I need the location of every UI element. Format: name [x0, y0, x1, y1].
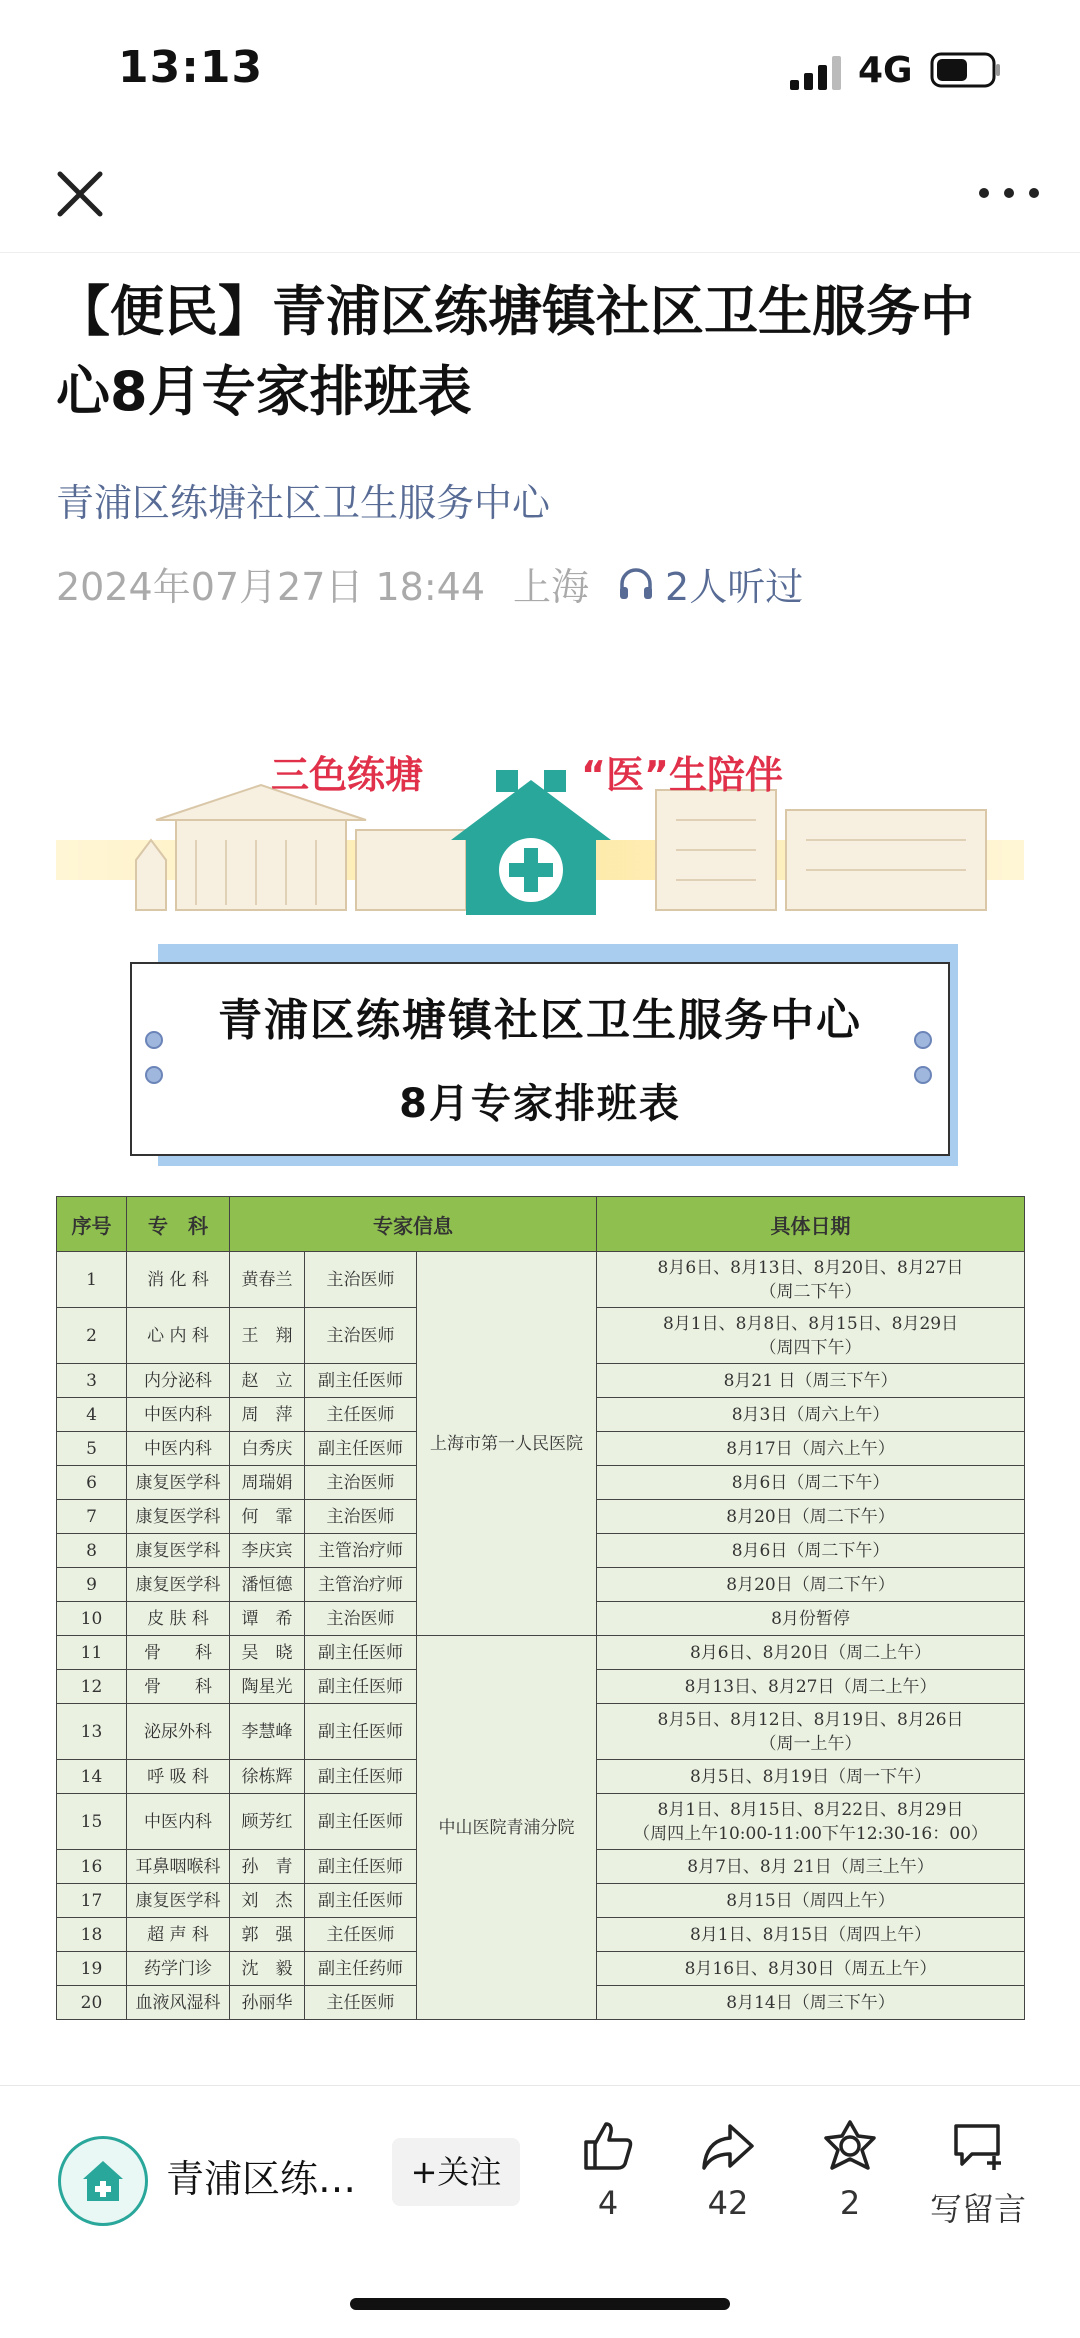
date-line: 8月20日（周二下午） — [726, 1506, 895, 1527]
article-meta — [56, 556, 803, 611]
cell-title: 主任医师 — [305, 1986, 417, 2020]
cell-dept: 中医内科 — [127, 1432, 230, 1466]
cell-name: 何 霏 — [230, 1500, 305, 1534]
close-icon[interactable] — [50, 164, 110, 224]
cell-name: 郭 强 — [230, 1918, 305, 1952]
cell-date — [597, 1466, 1025, 1500]
header-expert: 专家信息 — [230, 1197, 597, 1252]
cell-no: 11 — [57, 1636, 127, 1670]
cell-title: 副主任医师 — [305, 1636, 417, 1670]
cell-no: 10 — [57, 1602, 127, 1636]
cell-title: 副主任医师 — [305, 1704, 417, 1760]
cell-name: 李庆宾 — [230, 1534, 305, 1568]
schedule-title-line2: 8月专家排班表 — [399, 1081, 681, 1127]
cell-title: 副主任医师 — [305, 1670, 417, 1704]
account-name-link[interactable]: 青浦区练塘社区卫生服务中心 — [56, 481, 551, 525]
date-line: 8月1日、8月8日、8月15日、8月29日 — [662, 1313, 959, 1334]
date-line: 8月17日（周六上午） — [726, 1438, 895, 1459]
cell-name: 黄春兰 — [230, 1252, 305, 1308]
banner-image — [56, 740, 1024, 930]
date-line: 8月6日（周二下午） — [731, 1540, 890, 1561]
cell-name: 潘恒德 — [230, 1568, 305, 1602]
listen-button[interactable] — [617, 556, 803, 611]
cell-no: 5 — [57, 1432, 127, 1466]
cell-no: 15 — [57, 1794, 127, 1850]
cell-date — [597, 1432, 1025, 1466]
cell-dept: 康复医学科 — [127, 1500, 230, 1534]
schedule-title-line1: 青浦区练塘镇社区卫生服务中心 — [218, 995, 862, 1046]
cell-date — [597, 1602, 1025, 1636]
thumbs-up-icon — [580, 2118, 636, 2174]
date-line: 8月6日、8月13日、8月20日、8月27日 — [657, 1257, 964, 1278]
cell-date — [597, 1500, 1025, 1534]
date-line: 8月7日、8月 21日（周三上午） — [687, 1856, 934, 1877]
publish-location: 上海 — [513, 565, 590, 609]
status-time: 13:13 — [118, 42, 264, 93]
home-indicator — [350, 2298, 730, 2310]
star-icon — [822, 2118, 878, 2174]
cell-no: 4 — [57, 1398, 127, 1432]
cell-no: 14 — [57, 1760, 127, 1794]
decor-dot — [914, 1031, 932, 1049]
date-line: 8月份暂停 — [771, 1608, 850, 1629]
cell-title: 主治医师 — [305, 1308, 417, 1364]
comment-icon — [950, 2118, 1006, 2174]
cell-no: 19 — [57, 1952, 127, 1986]
cell-name: 刘 杰 — [230, 1884, 305, 1918]
cell-no: 13 — [57, 1704, 127, 1760]
date-line: （周四下午） — [759, 1337, 862, 1358]
cell-title: 主治医师 — [305, 1252, 417, 1308]
cell-no: 6 — [57, 1466, 127, 1500]
header-no: 序号 — [57, 1197, 127, 1252]
cell-date — [597, 1760, 1025, 1794]
cell-name: 李慧峰 — [230, 1704, 305, 1760]
date-line: 8月5日、8月19日（周一下午） — [689, 1766, 932, 1787]
cell-dept: 康复医学科 — [127, 1466, 230, 1500]
cell-date — [597, 1704, 1025, 1760]
cell-dept: 康复医学科 — [127, 1568, 230, 1602]
cell-dept: 骨 科 — [127, 1636, 230, 1670]
date-line: 8月16日、8月30日（周五上午） — [684, 1958, 937, 1979]
cell-name: 徐栋辉 — [230, 1760, 305, 1794]
cell-title: 主管治疗师 — [305, 1568, 417, 1602]
like-button[interactable] — [558, 2118, 658, 2222]
cell-dept: 消 化 科 — [127, 1252, 230, 1308]
cell-hospital: 上海市第一人民医院 — [417, 1252, 597, 1636]
comment-button[interactable] — [918, 2118, 1038, 2230]
cell-no: 16 — [57, 1850, 127, 1884]
headphones-icon — [617, 565, 655, 603]
date-line: 8月20日（周二下午） — [726, 1574, 895, 1595]
cell-dept: 康复医学科 — [127, 1884, 230, 1918]
cell-date — [597, 1670, 1025, 1704]
article-title: 【便民】青浦区练塘镇社区卫生服务中心8月专家排班表 — [56, 280, 974, 423]
date-line: 8月6日、8月20日（周二上午） — [689, 1642, 932, 1663]
more-icon[interactable] — [976, 178, 1042, 208]
date-line: 8月13日、8月27日（周二上午） — [684, 1676, 937, 1697]
cell-title: 副主任医师 — [305, 1884, 417, 1918]
table-row — [57, 1252, 1025, 1308]
date-line: 8月6日（周二下午） — [731, 1472, 890, 1493]
cell-no: 17 — [57, 1884, 127, 1918]
cell-no: 12 — [57, 1670, 127, 1704]
favorite-count: 2 — [839, 2184, 861, 2222]
cell-date — [597, 1568, 1025, 1602]
cell-dept: 中医内科 — [127, 1398, 230, 1432]
cell-date — [597, 1794, 1025, 1850]
cell-no: 8 — [57, 1534, 127, 1568]
cell-name: 陶星光 — [230, 1670, 305, 1704]
comment-label: 写留言 — [929, 2190, 1026, 2228]
cell-title: 主管治疗师 — [305, 1534, 417, 1568]
account-avatar[interactable] — [58, 2136, 148, 2226]
cell-dept: 骨 科 — [127, 1670, 230, 1704]
cell-date — [597, 1884, 1025, 1918]
cell-dept: 血液风湿科 — [127, 1986, 230, 2020]
cell-name: 孙 青 — [230, 1850, 305, 1884]
cell-title: 主治医师 — [305, 1500, 417, 1534]
cell-no: 1 — [57, 1252, 127, 1308]
decor-dot — [145, 1066, 163, 1084]
cell-title: 主任医师 — [305, 1918, 417, 1952]
cell-no: 18 — [57, 1918, 127, 1952]
cell-title: 主治医师 — [305, 1602, 417, 1636]
cell-name: 沈 毅 — [230, 1952, 305, 1986]
follow-button[interactable]: +关注 — [392, 2138, 520, 2206]
cell-date — [597, 1364, 1025, 1398]
date-line: （周一上午） — [759, 1733, 862, 1754]
cell-date — [597, 1918, 1025, 1952]
cell-dept: 中医内科 — [127, 1794, 230, 1850]
listen-count: 2人听过 — [665, 565, 804, 609]
cell-name: 吴 晓 — [230, 1636, 305, 1670]
cell-name: 王 翔 — [230, 1308, 305, 1364]
cell-date — [597, 1252, 1025, 1308]
cell-title: 副主任药师 — [305, 1952, 417, 1986]
banner-left-slogan: 三色练塘 — [271, 753, 424, 797]
cell-title: 副主任医师 — [305, 1760, 417, 1794]
cell-title: 主任医师 — [305, 1398, 417, 1432]
date-line: 8月3日（周六上午） — [731, 1404, 890, 1425]
cell-name: 谭 希 — [230, 1602, 305, 1636]
date-line: 8月14日（周三下午） — [726, 1992, 895, 2013]
cell-dept: 心 内 科 — [127, 1308, 230, 1364]
cell-dept: 泌尿外科 — [127, 1704, 230, 1760]
nav-bar — [0, 140, 1080, 253]
cell-title: 副主任医师 — [305, 1794, 417, 1850]
header-dept: 专 科 — [127, 1197, 230, 1252]
cell-dept: 皮 肤 科 — [127, 1602, 230, 1636]
favorite-button[interactable] — [800, 2118, 900, 2222]
cell-dept: 内分泌科 — [127, 1364, 230, 1398]
date-line: 8月1日、8月15日、8月22日、8月29日 — [657, 1799, 964, 1820]
cell-date — [597, 1398, 1025, 1432]
decor-dot — [914, 1066, 932, 1084]
share-count: 42 — [707, 2184, 749, 2222]
cell-dept: 超 声 科 — [127, 1918, 230, 1952]
cell-date — [597, 1636, 1025, 1670]
cell-name: 白秀庆 — [230, 1432, 305, 1466]
cell-dept: 药学门诊 — [127, 1952, 230, 1986]
signal-icon — [790, 56, 842, 90]
like-count: 4 — [597, 2184, 619, 2222]
date-line: （周二下午） — [759, 1281, 862, 1302]
date-line: 8月5日、8月12日、8月19日、8月26日 — [657, 1709, 964, 1730]
schedule-title-card — [130, 962, 950, 1156]
cell-no: 3 — [57, 1364, 127, 1398]
cell-hospital: 中山医院青浦分院 — [417, 1636, 597, 2020]
network-type: 4G — [858, 50, 913, 91]
cell-name: 赵 立 — [230, 1364, 305, 1398]
cell-no: 2 — [57, 1308, 127, 1364]
battery-icon — [930, 52, 1002, 88]
table-row — [57, 1636, 1025, 1670]
cell-date — [597, 1534, 1025, 1568]
cell-title: 副主任医师 — [305, 1364, 417, 1398]
schedule-table — [56, 1196, 1025, 2020]
cell-no: 7 — [57, 1500, 127, 1534]
date-line: 8月21 日（周三下午） — [723, 1370, 898, 1391]
cell-name: 孙丽华 — [230, 1986, 305, 2020]
cell-name: 周 萍 — [230, 1398, 305, 1432]
table-header-row — [57, 1197, 1025, 1252]
share-arrow-icon — [700, 2118, 756, 2174]
cell-dept: 呼 吸 科 — [127, 1760, 230, 1794]
cell-no: 20 — [57, 1986, 127, 2020]
schedule-body — [57, 1252, 1025, 2020]
header-date: 具体日期 — [597, 1197, 1025, 1252]
publish-date: 2024年07月27日 18:44 — [56, 565, 486, 609]
cell-title: 主治医师 — [305, 1466, 417, 1500]
cell-title: 副主任医师 — [305, 1432, 417, 1466]
cell-title: 副主任医师 — [305, 1850, 417, 1884]
clinic-logo-icon — [61, 2139, 145, 2223]
share-button[interactable] — [678, 2118, 778, 2222]
cell-name: 周瑞娟 — [230, 1466, 305, 1500]
cell-no: 9 — [57, 1568, 127, 1602]
date-line: （周四上午10:00-11:00下午12:30-16：00） — [633, 1823, 988, 1844]
banner-right-slogan: “医”生陪伴 — [581, 753, 783, 797]
account-name-short[interactable]: 青浦区练… — [166, 2157, 357, 2201]
cell-date — [597, 1850, 1025, 1884]
cell-date — [597, 1308, 1025, 1364]
date-line: 8月15日（周四上午） — [726, 1890, 895, 1911]
cell-date — [597, 1952, 1025, 1986]
cell-dept: 耳鼻咽喉科 — [127, 1850, 230, 1884]
date-line: 8月1日、8月15日（周四上午） — [689, 1924, 932, 1945]
cell-name: 顾芳红 — [230, 1794, 305, 1850]
decor-dot — [145, 1031, 163, 1049]
status-bar — [0, 0, 1080, 140]
cell-dept: 康复医学科 — [127, 1534, 230, 1568]
cell-date — [597, 1986, 1025, 2020]
